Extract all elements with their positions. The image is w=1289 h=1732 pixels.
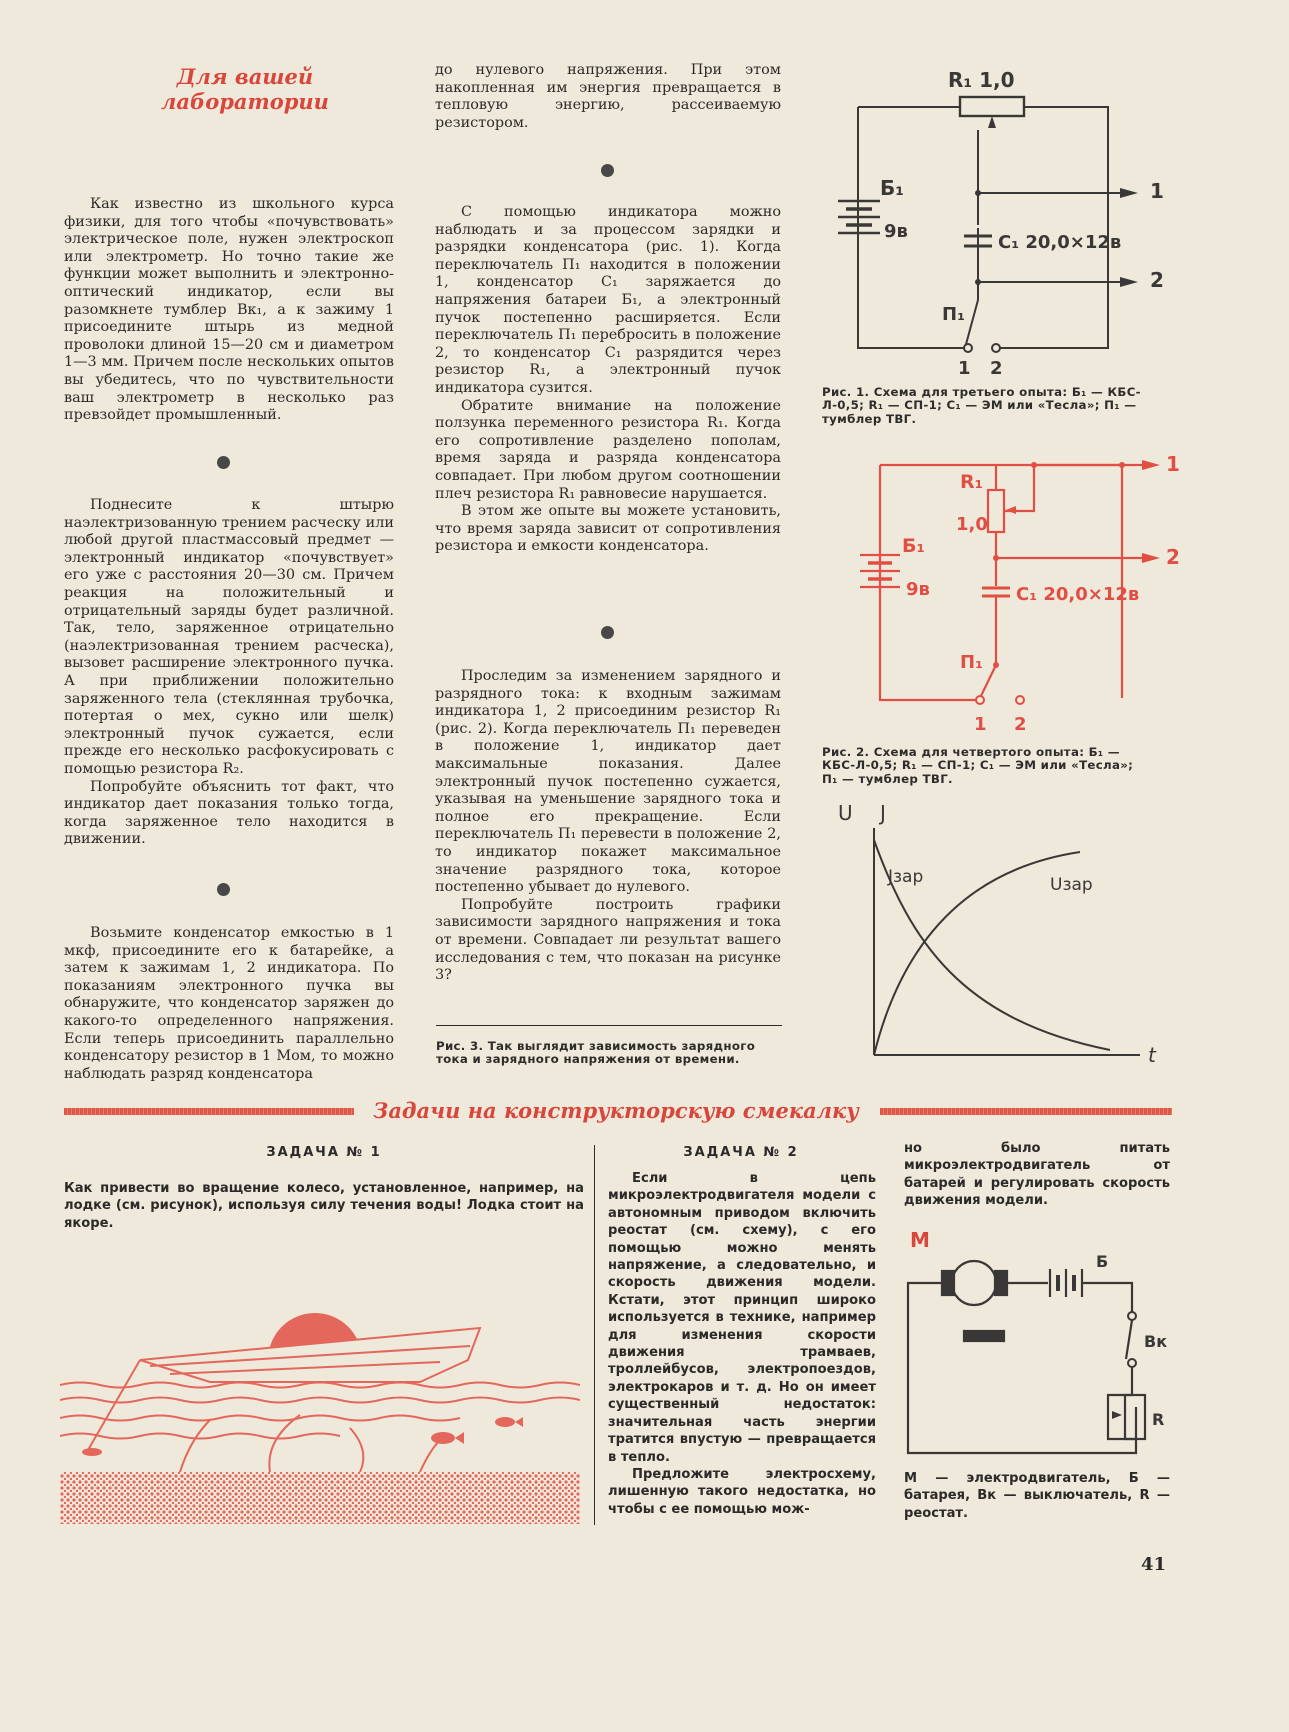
section-bullet xyxy=(601,626,614,639)
section-band-left xyxy=(64,1108,354,1115)
col1-paragraph-3: Попробуйте объяснить тот факт, что индикатор дает показания только тогда, когда заряженное тело находится в движении. xyxy=(64,778,394,848)
tasks-section-title: Задачи на конструкторскую смекалку xyxy=(373,1098,859,1123)
fig3-u-curve-label: Uзар xyxy=(1050,875,1093,895)
col2-paragraph-5: Проследим за изменением зарядного и разрядного тока: к входным зажимам индикатора 1, 2 присоединим резистор R₁ (рис. 2). Когда переключатель П₁ переведен в положение 1, индикатор дает максимальные показания. Далее электронный пучок постепенно сужается, указывая на уменьшение зарядного тока и полное его прекращение. Если переключатель П₁ перевести в положение 2, то индикатор покажет максимальное значение разрядного тока, которое постепенно убывает до нулевого. xyxy=(435,668,781,896)
anchor-icon xyxy=(82,1448,102,1456)
fig1-r-label: R₁ 1,0 xyxy=(948,68,1015,92)
fig1-v-label: 9в xyxy=(884,221,908,242)
col1-paragraph-1: Как известно из школьного курса физики, для того чтобы «почувствовать» электрическое поле, нужен электроскоп или электрометр. Но точно такие же функции может выполнить и электронно-оптический индикатор, если вы разомкнете тумблер Вк₁, а к зажиму 1 присоедините штырь из медной проволоки длиной 15—20 см и диаметром 1—3 мм. Причем после нескольких опытов вы убедитесь, что по чувствительности ваш электрометр в несколько раз превзойдет промышленный. xyxy=(64,196,394,424)
fig1-switch-2: 2 xyxy=(990,358,1003,379)
task2-paragraph-3: но было питать микроэлектродвигатель от батарей и регулировать скорость движения модели. xyxy=(904,1141,1170,1209)
column-1 xyxy=(64,196,394,425)
fig1-p-label: П₁ xyxy=(942,304,965,325)
task1-title: ЗАДАЧА № 1 xyxy=(266,1145,382,1160)
river-bed xyxy=(60,1472,580,1524)
fig2-r-label: R₁ xyxy=(960,471,983,493)
section-bullet xyxy=(217,456,230,469)
fig3-t-axis: t xyxy=(1148,1043,1156,1067)
col2-paragraph-3: Обратите внимание на положение ползунка переменного резистора R₁. Когда его сопротивление разделено пополам, время заряда и разряда конденсатора совпадает. При любом другом соотношении плеч резистора R₁ равновесие нарушается. xyxy=(435,397,781,502)
boat-illustration xyxy=(60,1300,580,1525)
page-number: 41 xyxy=(1141,1554,1167,1575)
fig2-circuit xyxy=(820,440,1190,740)
col2-paragraph-2: С помощью индикатора можно наблюдать и за процессом зарядки и разрядки конденсатора (рис. 1). Когда переключатель П₁ находится в положении 1, конденсатор С₁ заряжается до напряжения батареи Б₁, а электронный пучок постепенно расширяется. Если переключатель П₁ перебросить в положение 2, то конденсатор С₁ разрядится через резистор R₁, а электронный пучок индикатора сузится. xyxy=(435,204,781,396)
fig2-p-label: П₁ xyxy=(960,652,983,673)
fig2-b-label: Б₁ xyxy=(902,535,925,557)
fig1-b-label: Б₁ xyxy=(880,176,905,200)
motor-vk-label: Вк xyxy=(1144,1332,1168,1351)
wiper-arrow xyxy=(988,116,996,128)
fig2-switch-1: 1 xyxy=(974,714,987,735)
fig2-r-value: 1,0 xyxy=(956,514,988,535)
task-divider xyxy=(594,1145,595,1525)
task2-paragraph-1: Если в цепь микроэлектродвигателя модели с автономным приводом включить реостат (см. схему), с его помощью можно менять напряжение, а следовательно, и скорость движения модели. Кстати, этот принцип широко используется в технике, например для изменения скорости движения трамваев, троллейбусов, электропоездов, электрокаров и т. д. Но он имеет существенный недостаток: значительная часть энергии тратится впустую — превращается в тепло. xyxy=(608,1171,876,1465)
fig3-j-axis: J xyxy=(880,801,886,825)
motor-b-label: Б xyxy=(1096,1252,1109,1271)
task2-continued xyxy=(904,1140,1170,1210)
motor-r-label: R xyxy=(1152,1410,1165,1429)
task2-text xyxy=(608,1170,876,1518)
fig2-c-label: С₁ 20,0×12в xyxy=(1016,584,1140,605)
fig3-caption: Рис. 3. Так выглядит зависимость зарядного тока и зарядного напряжения от времени. xyxy=(436,1039,756,1067)
section-bullet xyxy=(601,164,614,177)
fig1-switch-1: 1 xyxy=(958,358,971,379)
column-1b xyxy=(64,497,394,849)
fig2-terminal-2: 2 xyxy=(1166,545,1180,569)
section-bullet xyxy=(217,883,230,896)
fig3-u-axis: U xyxy=(838,801,853,825)
motor-circuit xyxy=(900,1225,1180,1455)
motor-icon xyxy=(952,1261,996,1305)
col2-paragraph-1: до нулевого напряжения. При этом накопленная им энергия превращается в тепловую энергию, рассеиваемую резистором. xyxy=(435,62,781,131)
col1-paragraph-4: Возьмите конденсатор емкостью в 1 мкф, присоедините его к батарейке, а затем к зажимам 1, 2 индикатора. По показаниям электронного пучка вы обнаружите, что конденсатор заряжен до какого-то определенного напряжения. Если теперь присоединить параллельно конденсатору резистор в 1 Мом, то можно наблюдать разряд конденсатора xyxy=(64,925,394,1082)
task1-text: Как привести во вращение колесо, установленное, например, на лодке (см. рисунок), используя силу течения воды! Лодка стоит на якоре. xyxy=(64,1181,584,1231)
fish-icon xyxy=(495,1417,515,1427)
column-1c xyxy=(64,925,394,1083)
motor-m-label: М xyxy=(910,1228,930,1252)
fig2-switch-2: 2 xyxy=(1014,714,1027,735)
column-2 xyxy=(435,62,781,132)
fig2-v-label: 9в xyxy=(906,579,930,600)
fig2-caption: Рис. 2. Схема для четвертого опыта: Б₁ — КБС-Л-0,5; R₁ — СП-1; С₁ — ЭМ или «Тесла»; П₁ — тумблер ТВГ. xyxy=(822,745,1134,786)
task2-title: ЗАДАЧА № 2 xyxy=(683,1145,799,1160)
col2-paragraph-4: В этом же опыте вы можете установить, что время заряда зависит от сопротивления резистора и емкости конденсатора. xyxy=(435,503,781,555)
col1-paragraph-2: Поднесите к штырю наэлектризованную трением расческу или любой другой пластмассовый предмет — электронный индикатор «почувствует» его уже с расстояния 20—30 см. Причем реакция на положительный и отрицательный заряды будет различной. Так, тело, заряженное отрицательно (наэлектризованная трением расческа), вызовет расширение электронного пучка. А при приближении положительно заряженного тела (стеклянная трубочка, потертая о мех, сукно или шелк) электронный пучок сужается, если прежде его несколько расфокусировать с помощью резистора R₂. xyxy=(64,497,394,777)
fig3-j-curve-label: Jзар xyxy=(888,867,924,887)
fig2-terminal-1: 1 xyxy=(1166,452,1180,476)
column-2b xyxy=(435,204,781,556)
fig1-circuit xyxy=(820,60,1190,380)
fig3-graph xyxy=(830,800,1170,1070)
caption-rule xyxy=(436,1025,782,1026)
column-2c xyxy=(435,668,781,985)
fig1-c-label: С₁ 20,0×12в xyxy=(998,232,1122,253)
anchor-rope xyxy=(88,1360,140,1450)
fig1-terminal-2: 2 xyxy=(1150,268,1164,292)
task2-paragraph-2: Предложите электросхему, лишенную такого недостатка, но чтобы с ее помощью мож- xyxy=(608,1466,876,1517)
fish-icon xyxy=(431,1432,455,1444)
col2-paragraph-6: Попробуйте построить графики зависимости зарядного напряжения и тока от времени. Совпадает ли результат вашего исследования с тем, что показан на рисунке 3? xyxy=(435,896,781,984)
motor-legend: М — электродвигатель, Б — батарея, Вк — выключатель, R — реостат. xyxy=(904,1471,1170,1521)
fig1-terminal-1: 1 xyxy=(1150,179,1164,203)
section-heading: Для вашей лаборатории xyxy=(161,64,329,114)
fig1-caption: Рис. 1. Схема для третьего опыта: Б₁ — КБС-Л-0,5; R₁ — СП-1; С₁ — ЭМ или «Тесла»; П₁ — тумблер ТВГ. xyxy=(822,385,1141,426)
section-band-right xyxy=(880,1108,1172,1115)
